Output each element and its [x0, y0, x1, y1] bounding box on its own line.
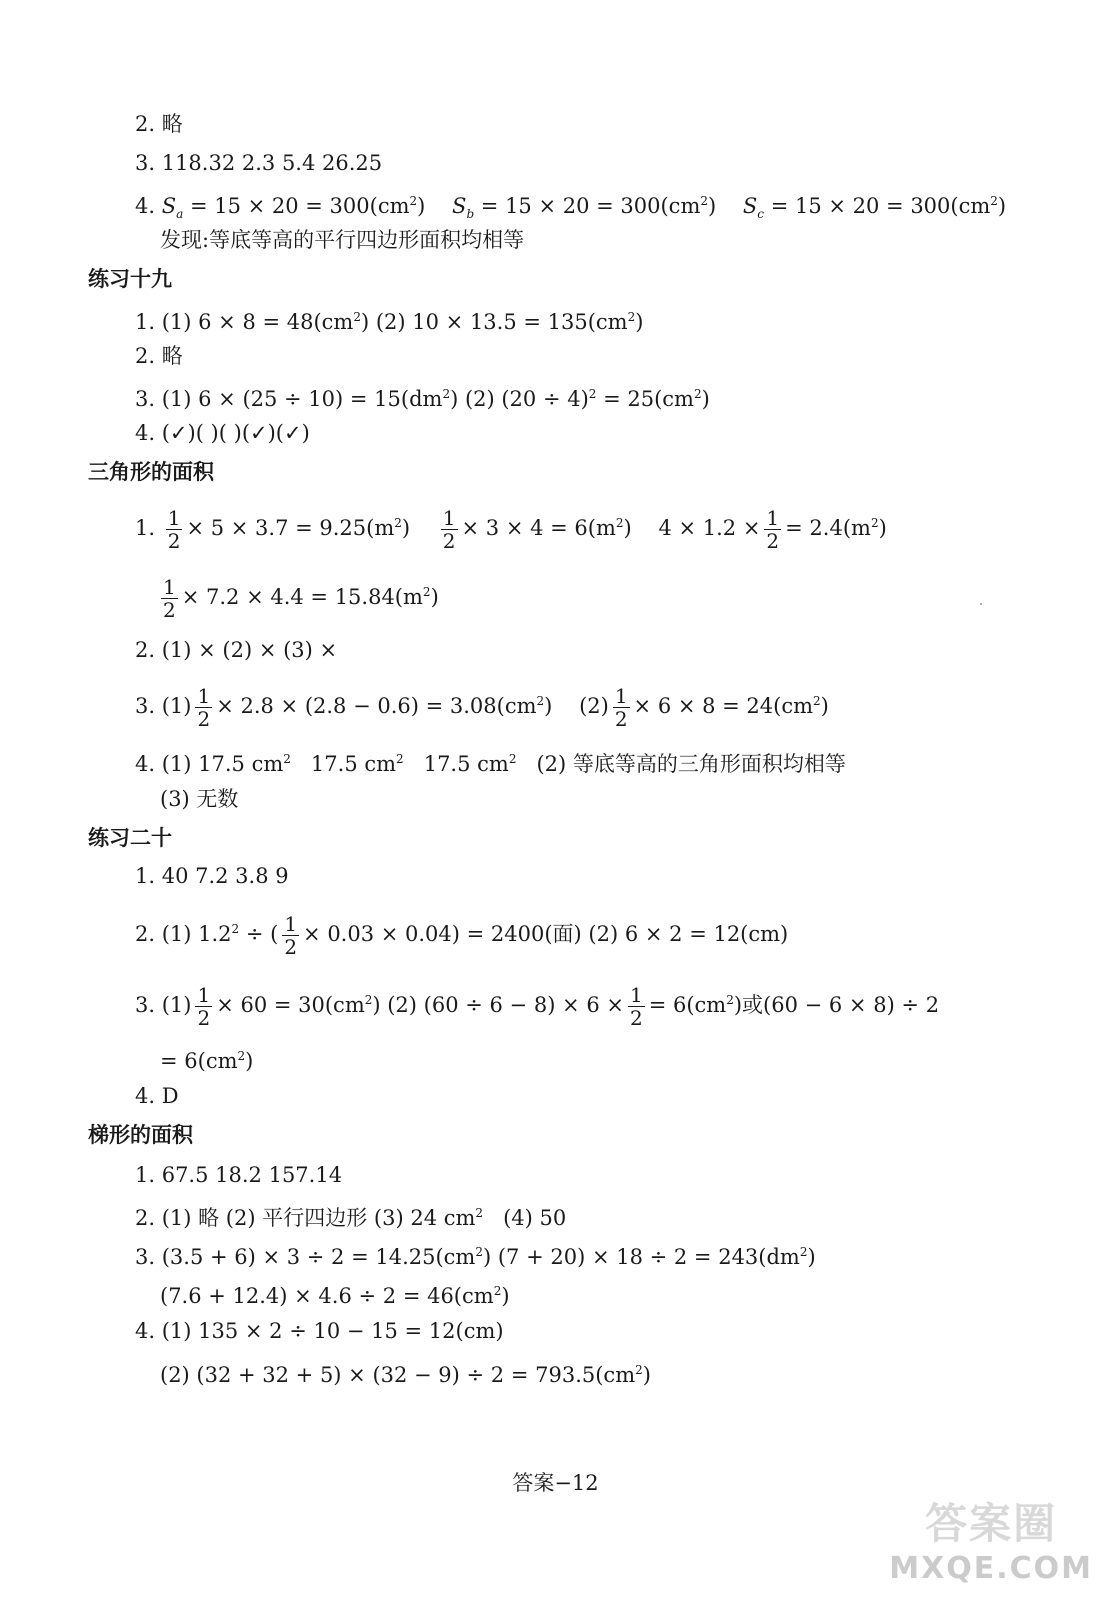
- answer-line: 4. (1) 135 × 2 ÷ 10 − 15 = 12(cm): [135, 1319, 504, 1343]
- answer-line: $(7.6 + 12.4) \times 4.6 \div 2 = 46(cm^2)$: [160, 1284, 510, 1308]
- answer-line: 1. 67.5 18.2 157.14: [135, 1163, 343, 1187]
- answer-line: 3. (1) $6 \times (25 \div 10) = 15(dm^2)$ (2) $(20 \div 4)^2 = 25(cm^2)$: [135, 387, 710, 411]
- page-number: 答案−12: [512, 1471, 599, 1495]
- answer-line: 4. D: [135, 1084, 179, 1108]
- answer-line: = $6(cm^2)$: [160, 1049, 254, 1073]
- answer-line: 3. 118.32 2.3 5.4 26.25: [135, 151, 383, 175]
- answer-line: 1. 40 7.2 3.8 9: [135, 864, 289, 888]
- answer-line: 2. (1) $1.2^2$ ÷ ( $\frac{1}{2}$ × 0.03 × 0.04) = 2400(面) (2) 6 × 2 = 12(cm): [135, 912, 789, 959]
- section-heading: 练习二十: [88, 826, 172, 850]
- answer-line: 3. $(3.5 + 6) \times 3 \div 2 = 14.25(cm^2) (7 + 20) \times 18 \div 2 = 243(dm^2)$: [135, 1245, 816, 1269]
- section-heading: 练习十九: [88, 267, 172, 291]
- fraction-half: $\frac{1}{2}$: [163, 575, 176, 622]
- fraction-half: $\frac{1}{2}$: [197, 983, 211, 1030]
- fraction-half: $\frac{1}{2}$: [614, 684, 628, 731]
- answer-line: 4. (✓)( )( )(✓)(✓): [135, 421, 310, 445]
- fraction-half: $\frac{1}{2}$: [167, 506, 181, 553]
- fraction-half: $\frac{1}{2}$: [284, 912, 298, 959]
- answer-line: 2. 略: [135, 344, 183, 368]
- answer-line: 3. (1) $\frac{1}{2}$ × $60 = 30(cm^2)$ (2) (60 ÷ 6 − 8) × 6 × $\frac{1}{2}$ = $6(cm^2)$或(60 − 6 × 8) ÷ 2: [135, 983, 940, 1030]
- answer-line: 2. (1) × (2) × (3) ×: [135, 638, 338, 662]
- watermark-url: MXQE.COM: [889, 1551, 1093, 1586]
- answer-line: 3. (1) $\frac{1}{2}$ × $2.8 \times (2.8 - 0.6) = 3.08(cm^2)$ (2) $\frac{1}{2}$ × $6 \times 8 = 24(cm^2)$: [135, 684, 829, 731]
- answer-line: 2. (1) 略 (2) 平行四边形 (3) 24 $cm^2$ (4) 50: [135, 1206, 567, 1230]
- answer-line: $\frac{1}{2}$ × $7.2 \times 4.4 = 15.84(m^2)$: [163, 575, 439, 622]
- answer-line: 4. $S_a = 15 \times 20 = 300(cm^2)$ $S_b = 15 \times 20 = 300(cm^2)$ $S_c = 15 \times 20 = 300(cm^2)$: [135, 194, 1007, 222]
- section-heading: 三角形的面积: [88, 460, 214, 484]
- answer-line: 2. 略: [135, 112, 183, 136]
- answer-line: 1. $\frac{1}{2}$ × $5 \times 3.7 = 9.25(m^2)$ $\frac{1}{2}$ × $3 \times 4 = 6(m^2)$ 4 × 1.2 × $\frac{1}{2}$ = $2.4(m^2)$: [135, 506, 887, 553]
- fraction-half: $\frac{1}{2}$: [766, 506, 780, 553]
- answer-line: 4. (1) 17.5 $cm^2$ 17.5 $cm^2$ 17.5 $cm^2$ (2) 等底等高的三角形面积均相等: [135, 752, 846, 776]
- answer-line: 1. (1) $6 \times 8 = 48(cm^2)$ (2) $10 \times 13.5 = 135(cm^2)$: [135, 310, 644, 334]
- fraction-half: $\frac{1}{2}$: [629, 983, 643, 1030]
- section-heading: 梯形的面积: [88, 1123, 193, 1147]
- watermark: [889, 1491, 1093, 1586]
- answer-line: (2) $(32 + 32 + 5) \times (32 - 9) \div 2 = 793.5(cm^2)$: [160, 1363, 651, 1387]
- watermark-logo: 答案圈: [925, 1499, 1058, 1548]
- fraction-half: $\frac{1}{2}$: [197, 684, 211, 731]
- stray-dot: [980, 603, 982, 605]
- answer-line: (3) 无数: [160, 787, 239, 811]
- answer-line: 发现:等底等高的平行四边形面积均相等: [160, 228, 525, 252]
- fraction-half: $\frac{1}{2}$: [442, 506, 456, 553]
